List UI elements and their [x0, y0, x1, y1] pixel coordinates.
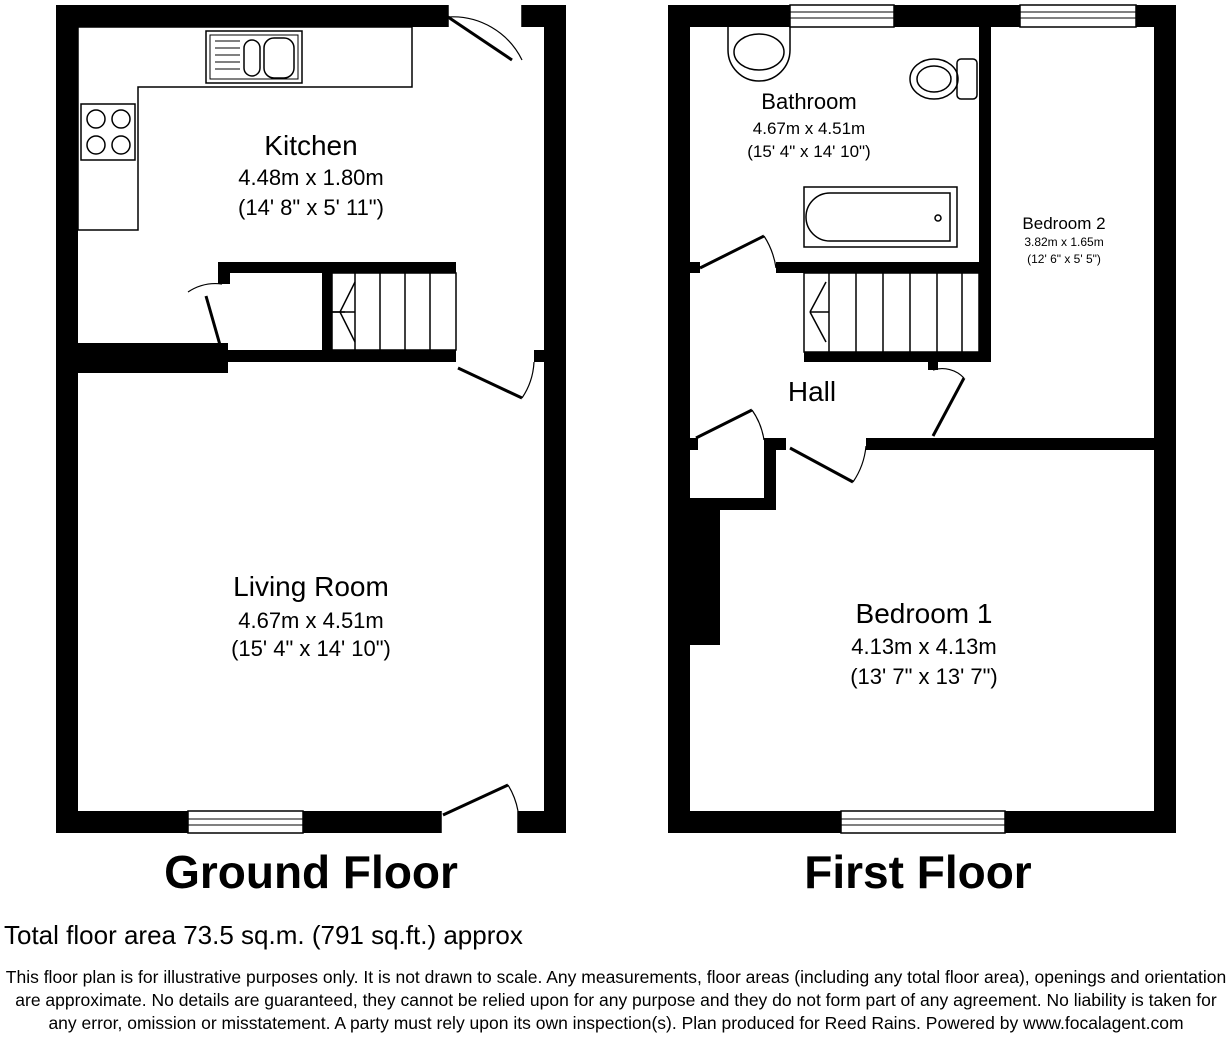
kitchen-metric: 4.48m x 1.80m	[238, 165, 384, 190]
gf-south-wall-west	[56, 811, 188, 833]
gf-door-north	[448, 5, 522, 60]
ff-bath-wall-south	[776, 262, 991, 273]
gf-door-living	[458, 362, 534, 398]
gf-stair-wall-stub	[218, 262, 230, 284]
gf-stairs	[332, 273, 456, 350]
gf-chimney-breast	[78, 343, 228, 373]
bedroom2-metric: 3.82m x 1.65m	[1024, 235, 1104, 249]
kitchen-hob	[81, 104, 135, 160]
ff-cupboard-wall-south	[690, 498, 776, 510]
living-room-metric: 4.67m x 4.51m	[238, 608, 384, 633]
gf-door-cupboard	[188, 284, 222, 345]
ff-door-bedroom1	[790, 446, 866, 482]
bedroom1-name: Bedroom 1	[855, 598, 993, 629]
gf-east-wall	[544, 5, 566, 833]
gf-wall-stub-east	[534, 350, 544, 362]
ff-west-wall	[668, 5, 690, 833]
living-room-imperial: (15' 4" x 14' 10")	[231, 636, 391, 661]
bathroom-imperial: (15' 4" x 14' 10")	[747, 142, 871, 161]
hall-name: Hall	[787, 376, 837, 407]
gf-stair-wall-south	[218, 350, 456, 362]
gf-stair-wall-north	[218, 262, 456, 273]
bedroom1-imperial: (13' 7" x 13' 7")	[850, 664, 998, 689]
bathroom-basin	[728, 27, 790, 81]
ff-door-cupboard	[696, 410, 764, 440]
ff-window-bedroom1	[841, 811, 1005, 833]
ff-north-wall-west	[668, 5, 790, 27]
ground-floor-title: Ground Floor	[164, 846, 458, 898]
bathroom-name: Bathroom	[761, 89, 857, 114]
bathroom-metric: 4.67m x 4.51m	[752, 119, 866, 138]
ff-east-wall	[1154, 5, 1176, 833]
kitchen-imperial: (14' 8" x 5' 11")	[238, 195, 384, 220]
ff-bathroom-bedroom2-wall	[979, 27, 991, 362]
ff-window-bathroom	[790, 5, 894, 27]
bedroom2-imperial: (12' 6" x 5' 5")	[1027, 252, 1101, 266]
ff-south-wall-west	[668, 811, 841, 833]
ff-north-wall-mid	[894, 5, 1020, 27]
ff-stair-wall-south	[804, 352, 991, 362]
ff-window-bedroom2	[1020, 5, 1136, 27]
gf-south-wall-mid	[303, 811, 441, 833]
living-room-name: Living Room	[233, 571, 389, 602]
ff-stairs	[804, 273, 979, 352]
gf-north-wall	[56, 5, 448, 27]
kitchen-sink	[206, 31, 302, 83]
gf-west-wall	[56, 5, 78, 833]
gf-front-door	[441, 785, 518, 833]
gf-stair-wall-west	[322, 262, 332, 362]
kitchen-name: Kitchen	[264, 130, 358, 161]
gf-south-wall-east	[518, 811, 566, 833]
first-floor-title: First Floor	[804, 846, 1032, 898]
gf-window-south	[188, 811, 303, 833]
bathroom-toilet	[910, 59, 977, 99]
total-floor-area: Total floor area 73.5 sq.m. (791 sq.ft.) approx	[4, 920, 523, 950]
ff-door-bathroom	[700, 236, 776, 268]
ff-bedroom1-north-wall	[866, 438, 1176, 450]
bedroom2-name: Bedroom 2	[1022, 214, 1106, 233]
ff-door-bedroom2	[933, 369, 964, 436]
ff-chimney-breast	[690, 510, 720, 645]
bathroom-bath	[804, 187, 957, 247]
first-floor-plan	[668, 5, 1176, 898]
ff-bath-wall-stub	[690, 262, 700, 273]
disclaimer-text: This floor plan is for illustrative purposes only. It is not drawn to scale. Any measurements, floor areas (including any total floor area), openings and orientation are approximate. No details are guaranteed, they cannot be relied upon for any purpose and they do not form part of any agreement. No liability is taken for any error, omission or misstatement. A party must rely upon its own inspection(s). Plan produced for Reed Rains. Powered by www.focalagent.com	[5, 967, 1227, 1033]
bedroom1-metric: 4.13m x 4.13m	[851, 634, 997, 659]
ff-cupboard-stub	[690, 438, 698, 450]
ff-south-wall-east	[1005, 811, 1176, 833]
ground-floor-plan	[56, 5, 566, 898]
